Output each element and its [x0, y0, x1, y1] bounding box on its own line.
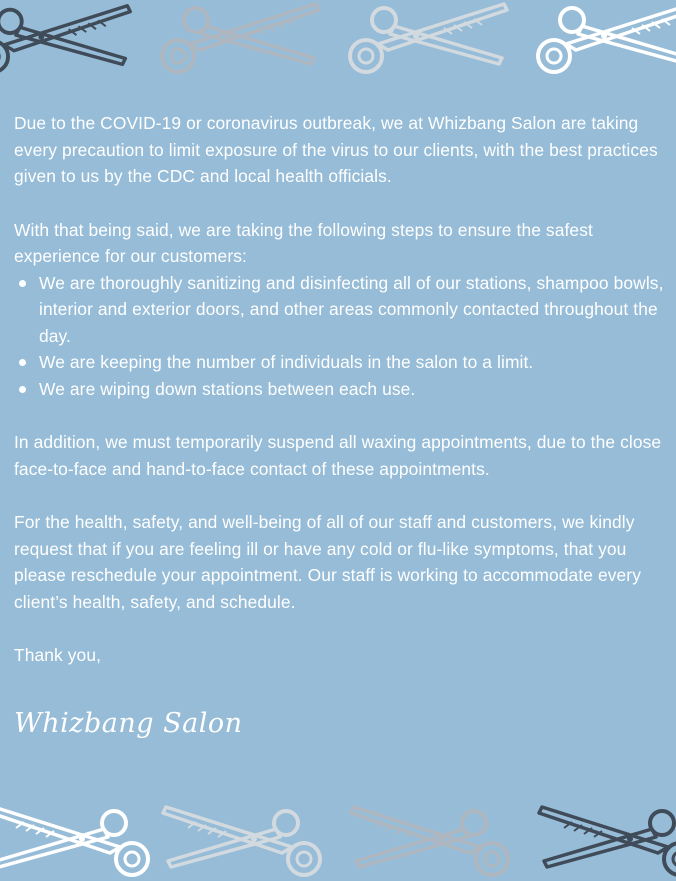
bullet-icon [19, 280, 26, 287]
scissors-icon [0, 795, 154, 881]
waxing-notice-paragraph: In addition, we must temporarily suspend all waxing appointments, due to the close face-to-face and hand-to-face contact of these appointments. [14, 432, 662, 479]
health-request-paragraph: For the health, safety, and well-being of all of our staff and customers, we kindly request that if you are feeling ill or have any cold or flu-like symptoms, that you please reschedule your appointment. Our staff is working to accommodate every client’s health, safety, and schedule. [14, 512, 641, 612]
top-scissors-border [0, 0, 676, 90]
scissors-icon [344, 795, 514, 881]
scissors-icon [532, 795, 676, 881]
steps-list [14, 270, 664, 403]
bullet-icon [19, 359, 26, 366]
scissors-icon [156, 795, 326, 881]
scissors-icon [156, 0, 326, 82]
scissors-icon [532, 0, 676, 82]
scissors-icon [0, 0, 138, 82]
list-item: We are keeping the number of individuals in the salon to a limit. [14, 349, 664, 376]
bullet-icon [19, 386, 26, 393]
closing-line: Thank you, [14, 645, 102, 665]
intro-paragraph: Due to the COVID-19 or coronavirus outbreak, we at Whizbang Salon are taking every precaution to limit exposure of the virus to our clients, with the best practices given to us by the CDC and local health officials. [14, 113, 658, 186]
signature: Whizbang Salon [14, 708, 243, 739]
list-item: We are thoroughly sanitizing and disinfecting all of our stations, shampoo bowls, interior and exterior doors, and other areas commonly contacted throughout the day. [14, 270, 664, 350]
bottom-scissors-border [0, 791, 676, 881]
letter-body [14, 110, 664, 669]
list-item: We are wiping down stations between each use. [14, 376, 664, 403]
steps-intro-paragraph: With that being said, we are taking the following steps to ensure the safest experience for our customers: [14, 219, 593, 266]
scissors-icon [344, 0, 514, 82]
